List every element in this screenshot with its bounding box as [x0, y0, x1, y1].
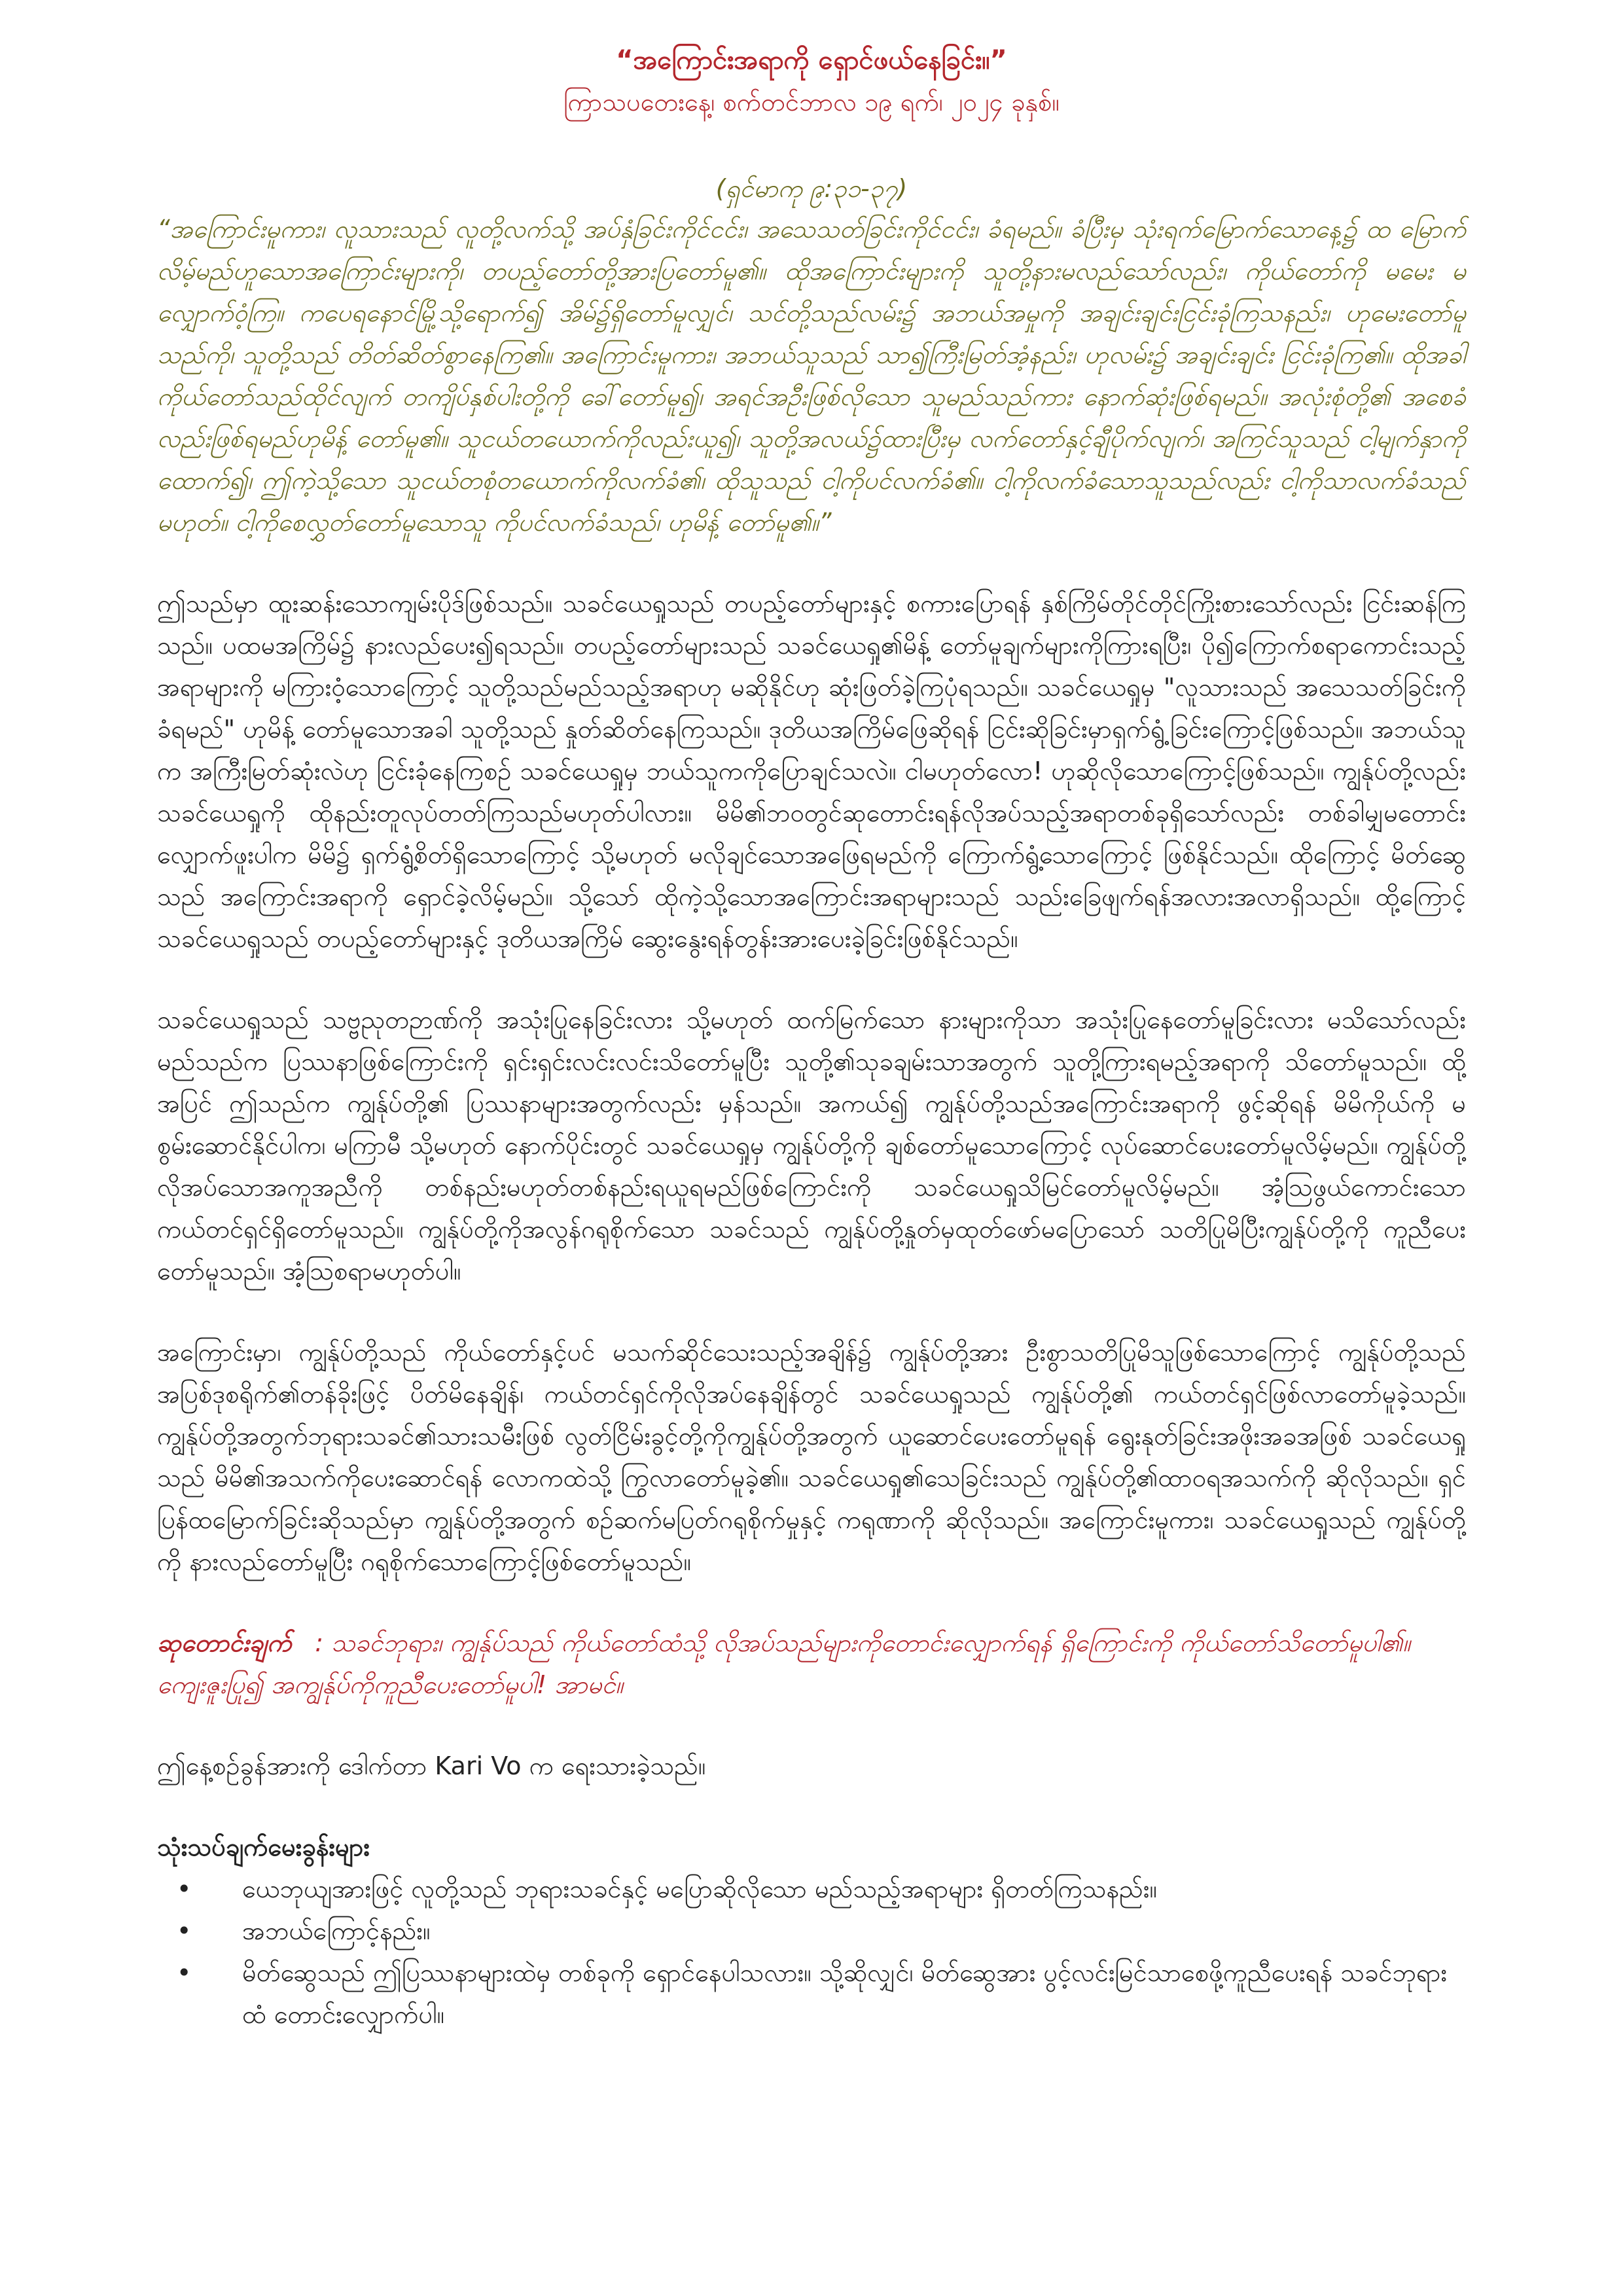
scripture-reference: (ရှင်မာကု ၉:၃၁-၃၇): [715, 174, 908, 203]
questions-heading: သုံးသပ်ချက်မေးခွန်းများ: [157, 1833, 370, 1861]
body-paragraph-2: သခင်ယေရှုသည် သဗ္ဗညုတဉာဏ်ကို အသုံးပြုနေခြင်းလား သို့မဟုတ် ထက်မြက်သော နားများကိုသာ အသုံးပြုနေတော်မူခြင်းလား မသိသော်လည်း မည်သည်က ပြဿနာဖြစ်ကြောင်းကို ရှင်းရှင်းလင်းလင်းသိတော်မူပြီး သူတို့၏သုခချမ်းသာအတွက် သူတို့ကြားရမည့်အရာကို သိတော်မူသည်။ ထို့အပြင် ဤသည်က ကျွန်ုပ်တို့၏ ပြဿနာများအတွက်လည်း မှန်သည်။ အကယ်၍ ကျွန်ုပ်တို့သည်အကြောင်းအရာကို ဖွင့်ဆိုရန် မိမိကိုယ်ကို မစွမ်းဆောင်နိုင်ပါက၊ မကြာမီ သို့မဟုတ် နောက်ပိုင်းတွင် သခင်ယေရှုမှ ကျွန်ုပ်တို့ကို ချစ်တော်မူသောကြောင့် လုပ်ဆောင်ပေးတော်မူလိမ့်မည်။ ကျွန်ုပ်တို့လိုအပ်သောအကူအညီကို တစ်နည်းမဟုတ်တစ်နည်းရယူရမည်ဖြစ်ကြောင်းကို သခင်ယေရှုသိမြင်တော်မူလိမ့်မည်။ အံ့သြဖွယ်ကောင်းသော ကယ်တင်ရှင်ရှိတော်မူသည်။ ကျွန်ုပ်တို့ကိုအလွန်ဂရုစိုက်သော သခင်သည် ကျွန်ုပ်တို့နှုတ်မှထုတ်ဖော်မပြောသော် သတိပြုမိပြီးကျွန်ုပ်တို့ကို ကူညီပေးတော်မူသည်။ အံ့သြစရာမဟုတ်ပါ။: [157, 1005, 1466, 1285]
bullet-icon: •: [177, 1916, 192, 1945]
body-paragraph-3: အကြောင်းမှာ၊ ကျွန်ုပ်တို့သည် ကိုယ်တော်နှင့်ပင် မသက်ဆိုင်သေးသည့်အချိန်၌ ကျွန်ုပ်တို့အား ဦးစွာသတိပြုမိသူဖြစ်သောကြောင့် ကျွန်ုပ်တို့သည် အပြစ်ဒုစရိုက်၏တန်ခိုးဖြင့် ပိတ်မိနေချိန်၊ ကယ်တင်ရှင်ကိုလိုအပ်နေချိန်တွင် သခင်ယေရှုသည် ကျွန်ုပ်တို့၏ ကယ်တင်ရှင်ဖြစ်လာတော်မူခဲ့သည်။ ကျွန်ုပ်တို့အတွက်ဘုရားသခင်၏သားသမီးဖြစ် လွတ်ငြိမ်းခွင့်တို့ကိုကျွန်ုပ်တို့အတွက် ယူဆောင်ပေးတော်မူရန် ရွေးနုတ်ခြင်းအဖိုးအခအဖြစ် သခင်ယေရှုသည် မိမိ၏အသက်ကိုပေးဆောင်ရန် လောကထဲသို့ ကြွလာတော်မူခဲ့၏။ သခင်ယေရှု၏သေခြင်းသည် ကျွန်ုပ်တို့၏ထာဝရအသက်ကို ဆိုလိုသည်။ ရှင်ပြန်ထမြောက်ခြင်းဆိုသည်မှာ ကျွန်ုပ်တို့အတွက် စဉ်ဆက်မပြတ်ဂရုစိုက်မှုနှင့် ကရုဏာကို ဆိုလိုသည်။ အကြောင်းမူကား၊ သခင်ယေရှုသည် ကျွန်ုပ်တို့ကို နားလည်တော်မူပြီး ဂရုစိုက်သောကြောင့်ဖြစ်တော်မူသည်။: [157, 1338, 1466, 1576]
prayer-label: ဆုတောင်းချက်: [157, 1628, 292, 1657]
question-text: မိတ်ဆွေသည် ဤပြဿနာများထဲမှ တစ်ခုကို ရှောင်နေပါသလား။ သို့ဆိုလျှင်၊ မိတ်ဆွေအား ပွင့်လင်းမြင်သာစေဖို့ကူညီပေးရန် သခင်ဘုရားထံ တောင်းလျှောက်ပါ။: [242, 1958, 1448, 2029]
date-line: ကြာသပတေးနေ့၊ စက်တင်ဘာလ ၁၉ ရက်၊ ၂၀၂၄ ခုနှစ်။: [563, 88, 1060, 117]
bullet-icon: •: [177, 1874, 192, 1903]
list-item: [157, 1868, 1466, 1910]
prayer: [157, 1622, 1466, 1706]
bullet-icon: •: [177, 1958, 192, 1987]
scripture-text: “အကြောင်းမူကား၊ လူသားသည် လူတို့လက်သို့ အပ်နှံခြင်းကိုင်ငင်း၊ အသေသတ်ခြင်းကိုင်ငင်း၊ ခံရမည်။ ခံပြီးမှ သုံးရက်မြောက်သောနေ့၌ ထ မြောက်လိမ့်မည်ဟူသောအကြောင်းများကို၊ တပည့်တော်တို့အားပြတော်မူ၏။ ထိုအကြောင်းများကို သူတို့နားမလည်သော်လည်း၊ ကိုယ်တော်ကို မမေး မလျှောက်ဝံ့ကြ။ ကပေရနောင်မြို့သို့ရောက်၍ အိမ်၌ရှိတော်မူလျှင်၊ သင်တို့သည်လမ်း၌ အဘယ်အမှုကို အချင်းချင်းငြင်းခုံကြသနည်း၊ ဟုမေးတော်မူသည်ကို၊ သူတို့သည် တိတ်ဆိတ်စွာနေကြ၏။ အကြောင်းမူကား၊ အဘယ်သူသည် သာ၍ကြီးမြတ်အံ့နည်း၊ ဟုလမ်း၌ အချင်းချင်း ငြင်းခုံကြ၏။ ထိုအခါ ကိုယ်တော်သည်ထိုင်လျက် တကျိပ်နှစ်ပါးတို့ကို ခေါ်တော်မူ၍၊ အရင်အဦးဖြစ်လိုသော သူမည်သည်ကား နောက်ဆုံးဖြစ်ရမည်။ အလုံးစုံတို့၏ အစေခံလည်းဖြစ်ရမည်ဟုမိန့် တော်မူ၏။ သူငယ်တယောက်ကိုလည်းယူ၍၊ သူတို့အလယ်၌ထားပြီးမှ လက်တော်နှင့်ချီပိုက်လျက်၊ အကြင်သူသည် ငါ့မျက်နှာကိုထောက်၍၊ ဤကဲ့သို့သော သူငယ်တစုံတယောက်ကိုလက်ခံ၏၊ ထိုသူသည် ငါ့ကိုပင်လက်ခံ၏။ ငါ့ကိုလက်ခံသောသူသည်လည်း ငါ့ကိုသာလက်ခံသည် မဟုတ်။ ငါ့ကိုစေလွှတ်တော်မူသောသူ ကိုပင်လက်ခံသည်၊ ဟုမိန့် တော်မူ၏။”: [157, 215, 1466, 537]
body-paragraph-1: ဤသည်မှာ ထူးဆန်းသောကျမ်းပိုဒ်ဖြစ်သည်။ သခင်ယေရှုသည် တပည့်တော်များနှင့် စကားပြောရန် နှစ်ကြိမ်တိုင်တိုင်ကြိုးစားသော်လည်း ငြင်းဆန်ကြသည်။ ပထမအကြိမ်၌ နားလည်ပေး၍ရသည်။ တပည့်တော်များသည် သခင်ယေရှု၏မိန့် တော်မူချက်များကိုကြားရပြီး၊ ပို၍ကြောက်စရာကောင်းသည့်အရာများကို မကြားဝံ့သောကြောင့် သူတို့သည်မည်သည့်အရာဟု မဆိုနိုင်ဟု ဆုံးဖြတ်ခဲ့ကြပုံရသည်။ သခင်ယေရှုမှ "လူသားသည် အသေသတ်ခြင်းကို ခံရမည်" ဟုမိန့် တော်မူသောအခါ သူတို့သည် နှုတ်ဆိတ်နေကြသည်။ ဒုတိယအကြိမ်ဖြေဆိုရန် ငြင်းဆိုခြင်းမှာရှက်ရွံ့ခြင်းကြောင့်ဖြစ်သည်။ အဘယ်သူက အကြီးမြတ်ဆုံးလဲဟု ငြင်းခုံနေကြစဉ် သခင်ယေရှုမှ ဘယ်သူကကိုပြောချင်သလဲ။ ငါမဟုတ်လော! ဟုဆိုလိုသောကြောင့်ဖြစ်သည်။ ကျွန်ုပ်တို့လည်း သခင်ယေရှုကို ထိုနည်းတူလုပ်တတ်ကြသည်မဟုတ်ပါလား။ မိမိ၏ဘဝတွင်ဆုတောင်းရန်လိုအပ်သည့်အရာတစ်ခုရှိသော်လည်း တစ်ခါမျှမတောင်းလျှောက်ဖူးပါက မိမိ၌ ရှက်ရွံ့စိတ်ရှိသောကြောင့် သို့မဟုတ် မလိုချင်သောအဖြေရမည်ကို ကြောက်ရွံ့သောကြောင့် ဖြစ်နိုင်သည်။ ထိုကြောင့် မိတ်ဆွေသည် အကြောင်းအရာကို ရှောင်ခဲ့လိမ့်မည်။ သို့သော် ထိုကဲ့သို့သောအကြောင်းအရာများသည် သည်းခြေဖျက်ရန်အလားအလာရှိသည်။ ထို့ကြောင့် သခင်ယေရှုသည် တပည့်တော်များနှင့် ဒုတိယအကြိမ် ဆွေးနွေးရန်တွန်းအားပေးခဲ့ခြင်းဖြစ်နိုင်သည်။: [157, 589, 1466, 953]
question-text: ယေဘုယျအားဖြင့် လူတို့သည် ဘုရားသခင်နှင့် မပြောဆိုလိုသော မည်သည့်အရာများ ရှိတတ်ကြသနည်း။: [242, 1874, 1157, 1903]
question-text: အဘယ်ကြောင့်နည်း။: [242, 1916, 431, 1945]
author-credit: ဤနေ့စဉ်ခွန်အားကို ဒေါက်တာ Kari Vo က ရေးသားခဲ့သည်။: [157, 1751, 706, 1780]
list-item: [157, 1952, 1466, 2036]
page-title: “အကြောင်းအရာကို ရှောင်ဖယ်နေခြင်း။”: [616, 45, 1007, 75]
list-item: [157, 1910, 1466, 1952]
questions-list: [157, 1868, 1466, 2036]
prayer-text: : သခင်ဘုရား၊ ကျွန်ုပ်သည် ကိုယ်တော်ထံသို့ လိုအပ်သည်များကိုတောင်းလျှောက်ရန် ရှိကြောင်းကို ကိုယ်တော်သိတော်မူပါ၏။ ကျေးဇူးပြု၍ အကျွန်ုပ်ကိုကူညီပေးတော်မူပါ! အာမင်။: [157, 1628, 1411, 1699]
